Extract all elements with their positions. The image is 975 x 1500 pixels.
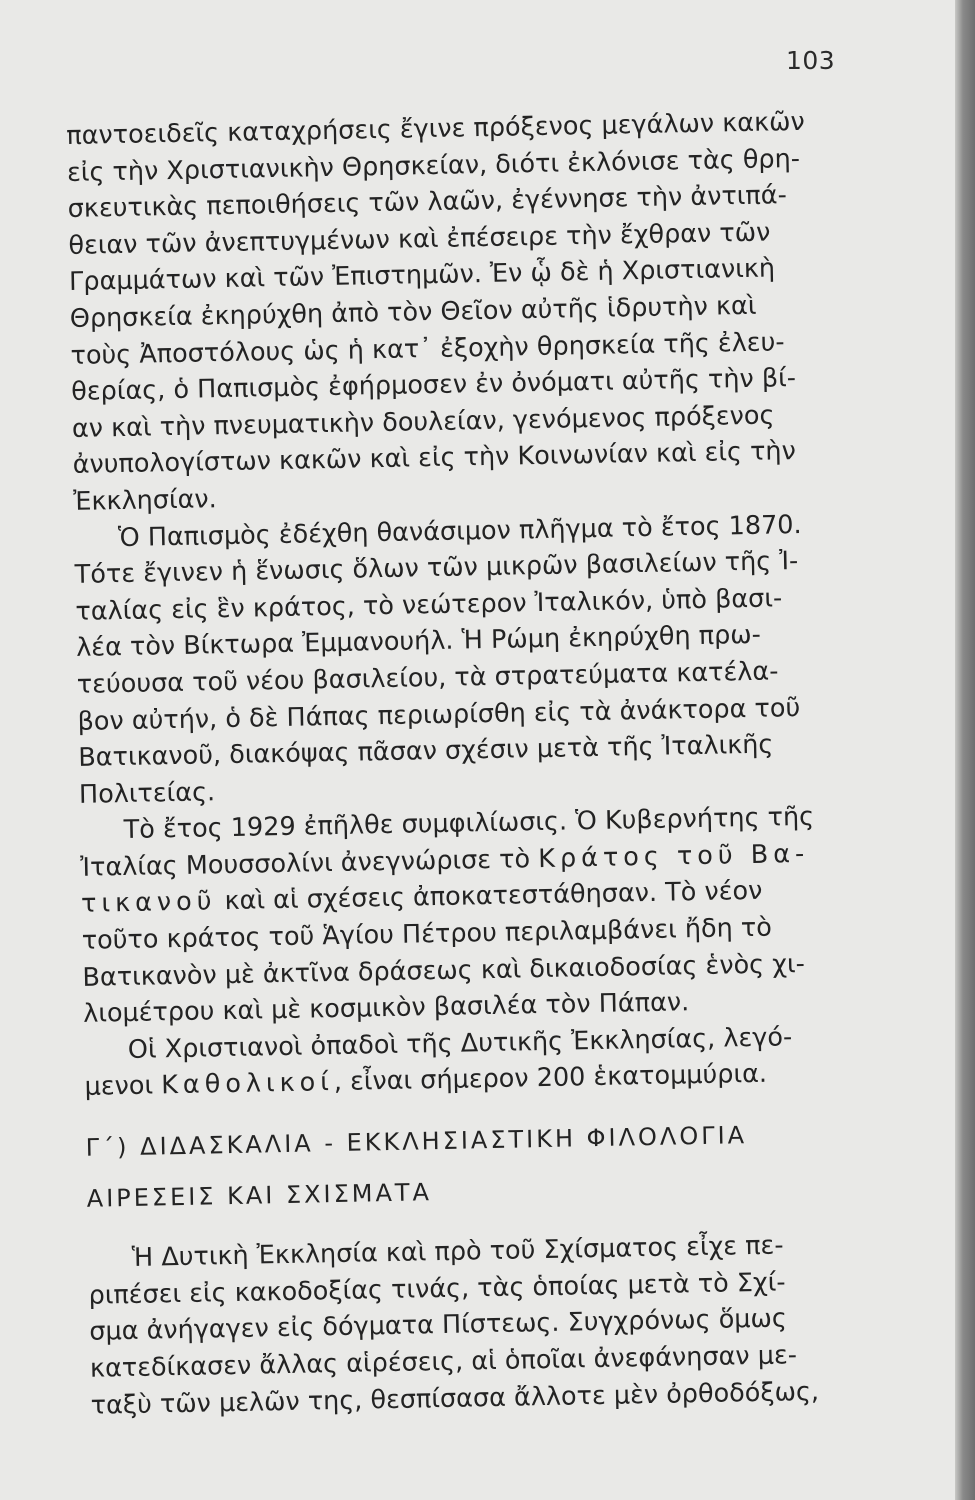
body-text [66,102,906,1424]
paragraph-3 [79,798,898,1033]
text-line: Πολιτείας. [78,776,216,810]
heading-line: Γ΄) ΔΙΔΑΣΚΑΛΙΑ - ΕΚΚΛΗΣΙΑΣΤΙΚΗ ΦΙΛΟΛΟΓΙΑ [85,1121,748,1162]
page-number: 103 [786,46,836,75]
text-line: ριπέσει εἰς κακοδοξίας τινάς, τὰς ὁποίας μετὰ τὸ Σχί- [88,1267,786,1311]
text-run: καὶ αἱ σχέσεις ἀποκατεστάθησαν. Τὸ νέον [216,876,763,917]
text-line: τεύουσα τοῦ νέου βασιλείου, τὰ στρατεύματα κατέλα- [76,656,779,700]
text-line: Τὸ ἔτος 1929 ἐπῆλθε συμφιλίωσις. Ὁ Κυβερνήτης τῆς [123,802,815,846]
text-line: τοὺς Ἀποστόλους ὡς ἡ κατ᾽ ἐξοχὴν θρησκεία τῆς ἐλευ- [70,326,785,371]
text-line: Γραμμάτων καὶ τῶν Ἐπιστημῶν. Ἐν ᾧ δὲ ἡ Χριστιανικὴ [68,253,776,298]
text-line: Ἐκκλησίαν. [73,484,218,517]
text-line: θειαν τῶν ἀνεπτυγμένων καὶ ἐπέσειρε τὴν ἔχθραν τῶν [68,217,771,261]
text-line: Τότε ἔγινεν ἡ ἕνωσις ὅλων τῶν μικρῶν βασιλείων τῆς Ἰ- [74,546,799,591]
text-line: παντοειδεῖς καταχρήσεις ἔγινε πρόξενος μεγάλων κακῶν [66,106,805,151]
text-run: Ἰταλίας Μουσσολίνι ἀνεγνώρισε τὸ [80,843,539,883]
text-line: ταλίας εἰς ἓν κράτος, τὸ νεώτερον Ἰταλικόν, ὑπὸ βασι- [75,583,783,627]
text-line: λέα τὸν Βίκτωρα Ἐμμανουήλ. Ἡ Ρώμη ἐκηρύχθη πρω- [75,620,762,664]
text-line: εἰς τὴν Χριστιανικὴν Θρησκείαν, διότι ἐκλόνισε τὰς θρη- [66,143,801,188]
text-line: Οἱ Χριστιανοὶ ὀπαδοὶ τῆς Δυτικῆς Ἐκκλησίας, λεγό- [127,1022,793,1065]
paragraph-1 [66,102,889,520]
text-line: κατεδίκασεν ἄλλας αἱρέσεις, αἱ ὁποῖαι ἀνεφάνησαν με- [89,1340,798,1384]
text-line: Βατικανὸν μὲ ἀκτῖνα δράσεως καὶ δικαιοδοσίας ἑνὸς χι- [82,948,806,993]
text-line: λιομέτρου καὶ μὲ κοσμικὸν βασιλέα τὸν Πάπαν. [82,987,690,1030]
spaced-text-run: Καθολικοί [160,1067,335,1101]
text-line: Ὁ Παπισμὸς ἐδέχθη θανάσιμον πλῆγμα τὸ ἔτος 1870. [117,509,802,553]
text-line: ἀνυπολογίστων κακῶν καὶ εἰς τὴν Κοινωνίαν καὶ εἰς τὴν [72,436,797,481]
spaced-text-run: Κράτος τοῦ Βα- [537,838,810,874]
paragraph-5 [88,1225,906,1424]
text-line: βον αὐτήν, ὁ δὲ Πάπας περιωρίσθη εἰς τὰ ἀνάκτορα τοῦ [77,692,801,737]
text-line: ταξὺ τῶν μελῶν της, θεσπίσασα ἄλλοτε μὲν ὀρθοδόξως, [90,1376,820,1421]
spaced-text-run: τικανοῦ [80,886,217,920]
page-edge-shadow [955,0,975,1500]
text-line: Θρησκεία ἐκηρύχθη ἀπὸ τὸν Θεῖον αὐτῆς ἱδρυτὴν καὶ [69,290,757,334]
text-run: μενοι [84,1070,162,1103]
text-run: , εἶναι σήμερον 200 ἑκατομμύρια. [333,1059,768,1098]
paragraph-2 [74,505,894,813]
text-line: Ἡ Δυτικὴ Ἐκκλησία καὶ πρὸ τοῦ Σχίσματος εἶχε πε- [131,1230,784,1274]
text-line: σκευτικὰς πεποιθήσεις τῶν λαῶν, ἐγέννησε τὴν ἀντιπά- [67,180,788,225]
heading-line: ΑΙΡΕΣΕΙΣ ΚΑΙ ΣΧΙΣΜΑΤΑ [86,1177,433,1213]
text-line: αν καὶ τὴν πνευματικὴν δουλείαν, γενόμενος πρόξενος [71,400,775,444]
text-line: θερίας, ὁ Παπισμὸς ἐφήρμοσεν ἐν ὀνόματι αὐτῆς τὴν βί- [70,363,797,408]
text-line: τοῦτο κράτος τοῦ Ἁγίου Πέτρου περιλαμβάνει ἤδη τὸ [81,912,773,956]
text-line: Βατικανοῦ, διακόψας πᾶσαν σχέσιν μετὰ τῆς Ἰταλικῆς [78,729,774,773]
section-heading [85,1114,902,1217]
text-line: σμα ἀνήγαγεν εἰς δόγματα Πίστεως. Συγχρόνως ὅμως [89,1303,788,1348]
